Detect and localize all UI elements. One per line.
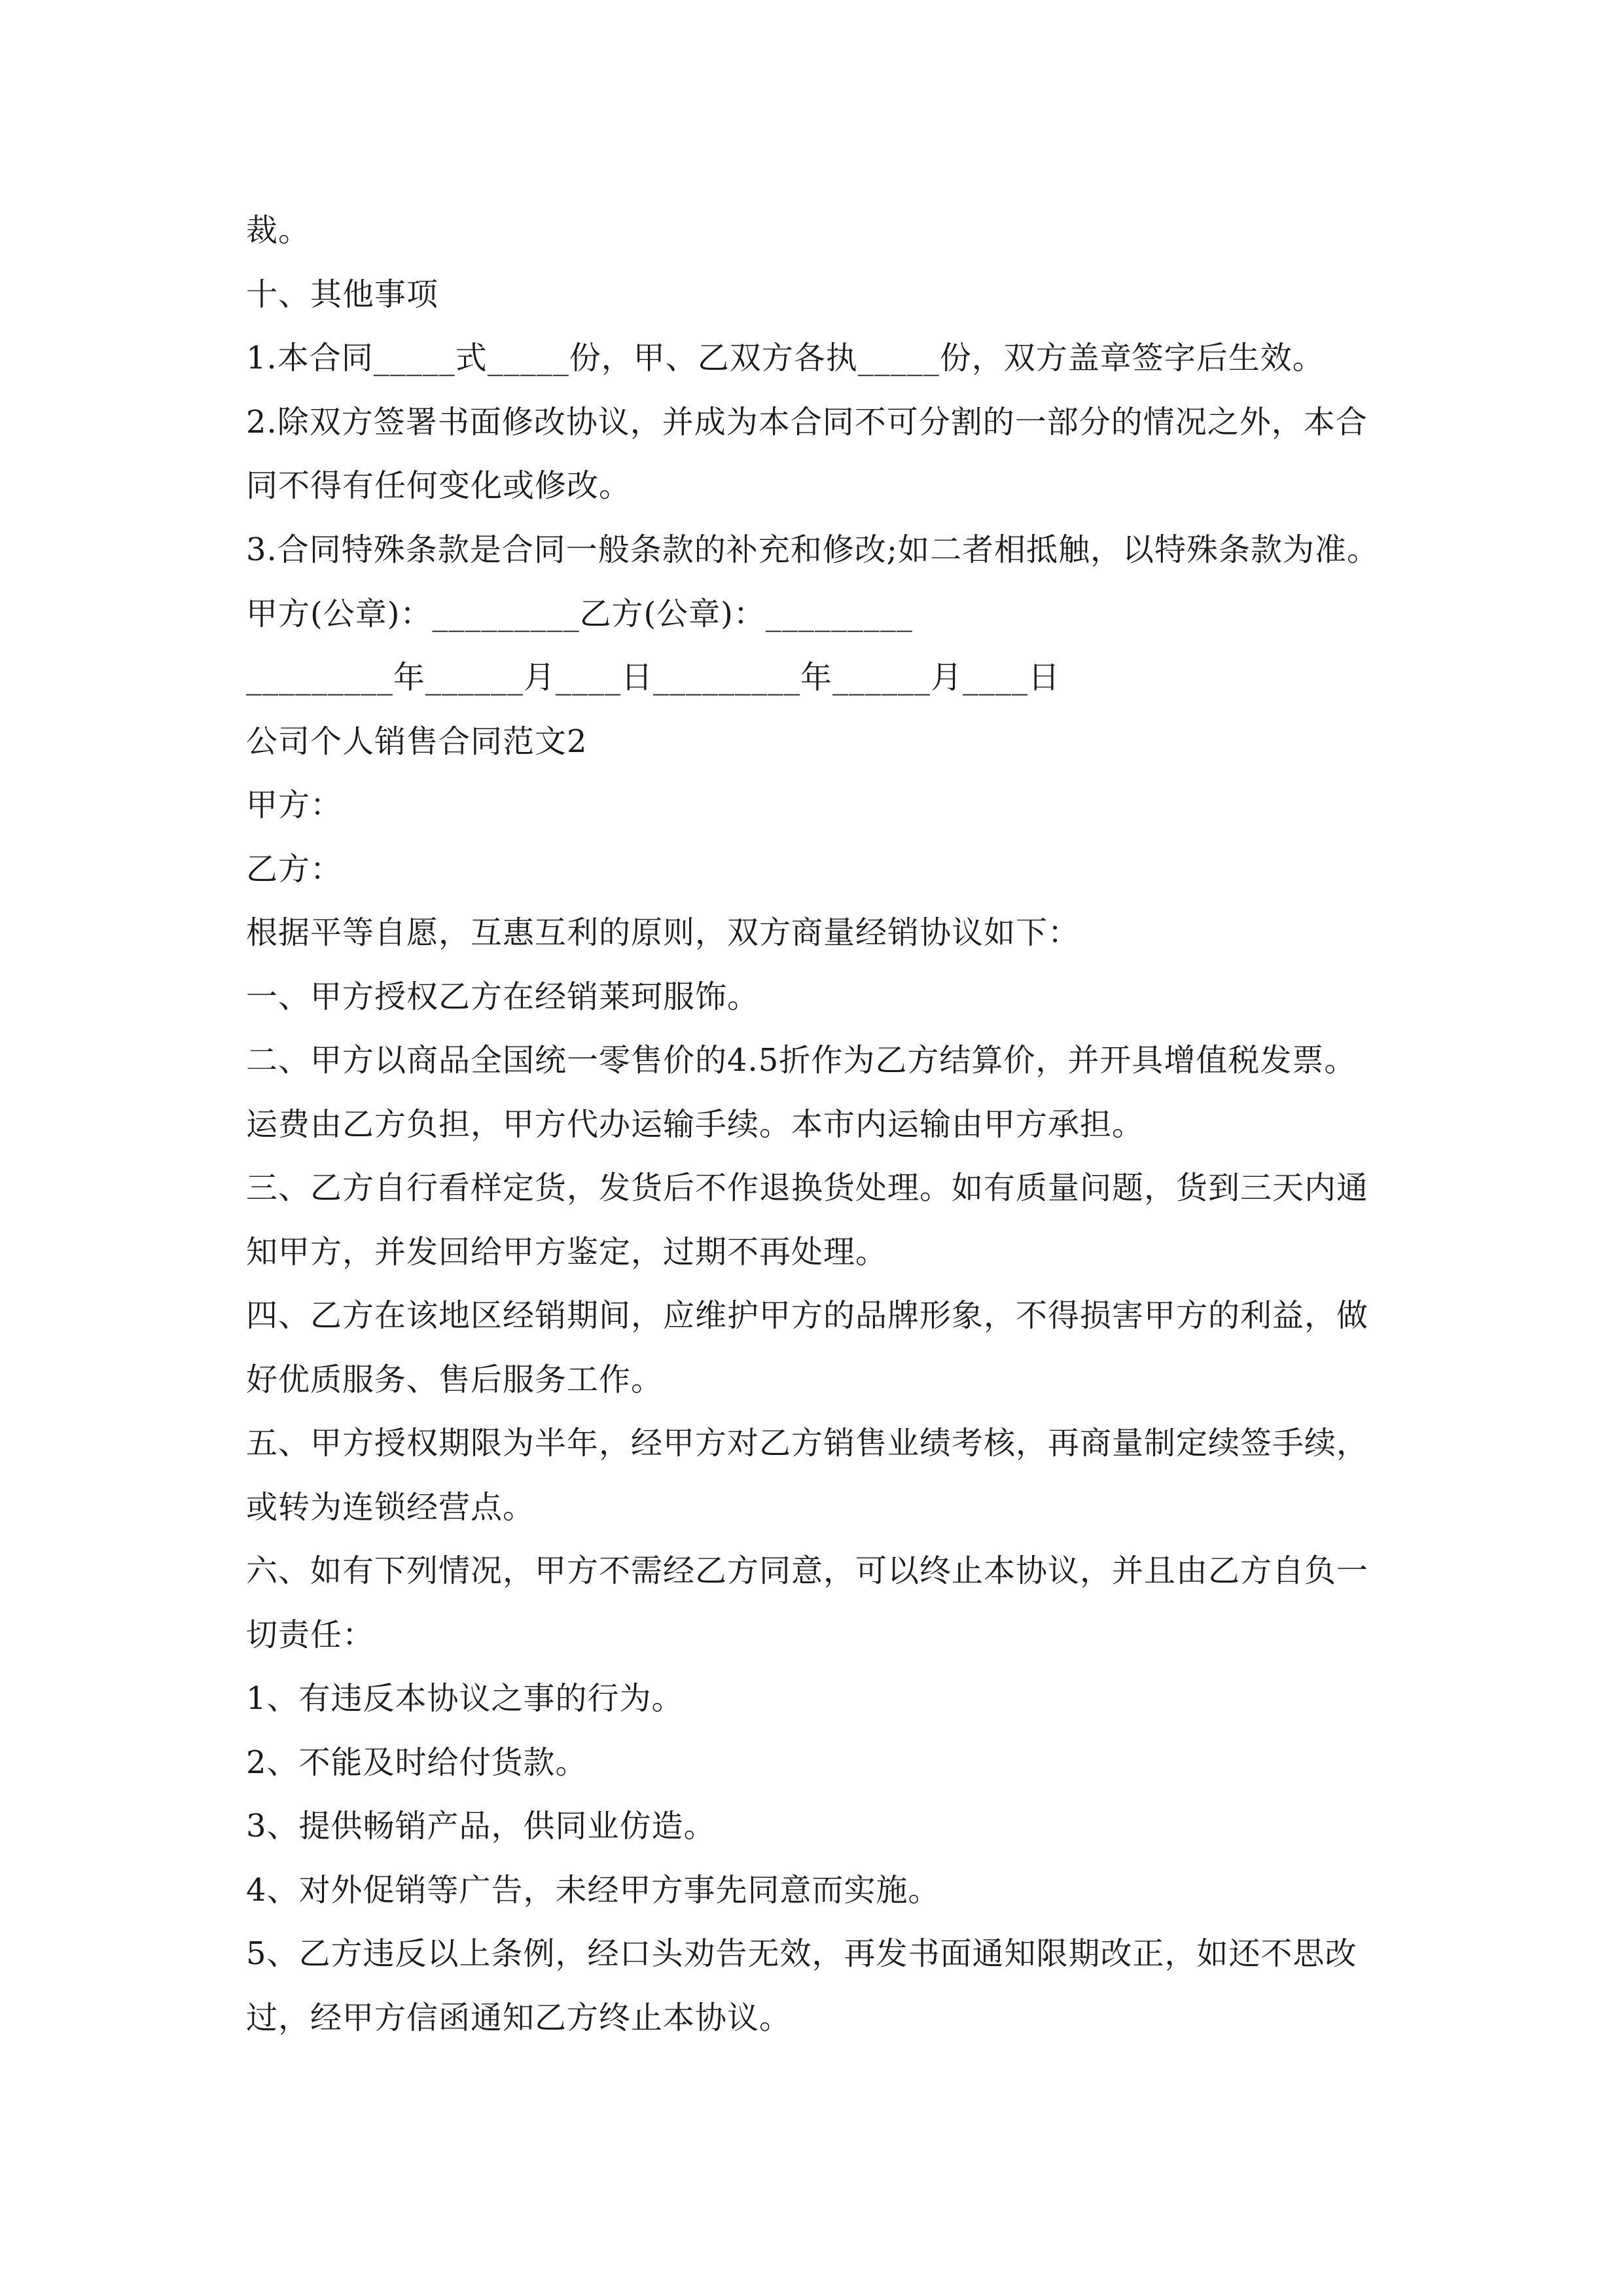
text-line: 同不得有任何变化或修改。	[246, 467, 632, 504]
section-heading: 十、其他事项	[246, 276, 439, 313]
list-item: 3、提供畅销产品，供同业仿造。	[246, 1808, 716, 1844]
text-line: 根据平等自愿，互惠互利的原则，双方商量经销协议如下：	[246, 914, 1080, 951]
text-line: 2.除双方签署书面修改协议，并成为本合同不可分割的一部分的情况之外，本合	[246, 404, 1368, 440]
list-item: 1、有违反本协议之事的行为。	[246, 1680, 684, 1717]
party-a-label: 甲方：	[246, 787, 343, 823]
text-line: 知甲方，并发回给甲方鉴定，过期不再处理。	[246, 1234, 888, 1270]
party-b-label: 乙方：	[246, 851, 343, 888]
text-line: 一、甲方授权乙方在经销莱珂服饰。	[246, 978, 760, 1015]
text-line: 好优质服务、售后服务工作。	[246, 1361, 664, 1398]
section-title: 公司个人销售合同范文2	[246, 723, 588, 760]
signature-line: 甲方(公章)：_________乙方(公章)：_________	[246, 596, 913, 632]
text-line: 裁。	[246, 212, 311, 249]
text-line: 四、乙方在该地区经销期间，应维护甲方的品牌形象，不得损害甲方的利益，做	[246, 1297, 1369, 1334]
text-line: 五、甲方授权期限为半年，经甲方对乙方销售业绩考核，再商量制定续签手续，	[246, 1425, 1369, 1462]
text-line: 或转为连锁经营点。	[246, 1489, 535, 1526]
text-line: 3.合同特殊条款是合同一般条款的补充和修改;如二者相抵触，以特殊条款为准。	[246, 531, 1379, 568]
text-line: 二、甲方以商品全国统一零售价的4.5折作为乙方结算价，并开具增值税发票。	[246, 1042, 1357, 1079]
text-line: 运费由乙方负担，甲方代办运输手续。本市内运输由甲方承担。	[246, 1106, 1145, 1143]
text-line: 六、如有下列情况，甲方不需经乙方同意，可以终止本协议，并且由乙方自负一	[246, 1552, 1369, 1589]
text-line: 切责任：	[246, 1617, 375, 1653]
list-item: 2、不能及时给付货款。	[246, 1744, 588, 1781]
text-line: 1.本合同_____式_____份，甲、乙双方各执_____份，双方盖章签字后生效。	[246, 340, 1325, 376]
list-item: 4、对外促销等广告，未经甲方事先同意而实施。	[246, 1872, 940, 1909]
list-item: 5、乙方违反以上条例，经口头劝告无效，再发书面通知限期改正，如还不思改	[246, 1935, 1357, 1972]
text-line: 三、乙方自行看样定货，发货后不作退换货处理。如有质量问题，货到三天内通	[246, 1170, 1369, 1206]
text-line: 过，经甲方信函通知乙方终止本协议。	[246, 2000, 792, 2036]
date-line: _________年______月____日_________年______月____日	[246, 659, 1061, 696]
